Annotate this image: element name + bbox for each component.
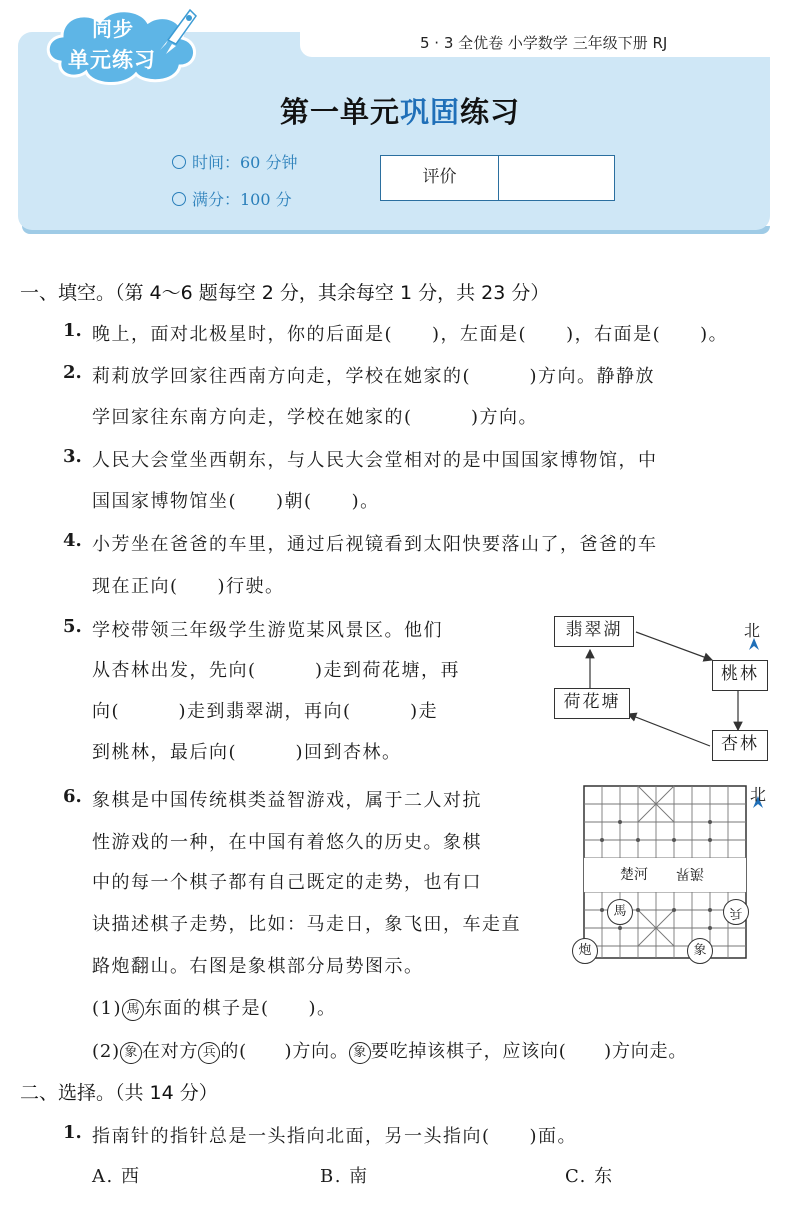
q2-line1: 莉莉放学回家往西南方向走，学校在她家的( )方向。静静放 <box>92 366 656 387</box>
piece-horse: 馬 <box>607 899 633 925</box>
evaluation-label: 评价 <box>381 156 499 200</box>
evaluation-box <box>380 155 615 201</box>
q4-line1: 小芳坐在爸爸的车里，通过后视镜看到太阳快要落山了，爸爸的车 <box>92 534 658 555</box>
badge-line2: 单元练习 <box>68 48 156 72</box>
q5-line3: 向( )走到翡翠湖，再向( )走 <box>92 701 439 722</box>
place-lake: 翡翠湖 <box>554 616 634 647</box>
q2-line2: 学回家往东南方向走，学校在她家的( )方向。 <box>92 407 539 428</box>
option-b[interactable]: B. 南 <box>320 1166 369 1187</box>
place-apricot: 杏林 <box>712 730 768 761</box>
q6-line1: 象棋是中国传统棋类益智游戏，属于二人对抗 <box>92 790 482 811</box>
river-left-label: 楚河 <box>620 867 648 883</box>
q5-line4: 到桃林，最后向( )回到杏林。 <box>92 742 402 763</box>
page-title: 第一单元巩固练习 <box>279 95 521 129</box>
q1-text: 晚上，面对北极星时，你的后面是( )，左面是( )，右面是( )。 <box>92 324 729 345</box>
piece-soldier: 兵 <box>723 899 749 925</box>
s2-q1-text: 指南针的指针总是一头指向北面，另一头指向( )面。 <box>92 1126 578 1147</box>
map-north-label: 北 <box>744 621 761 640</box>
evaluation-field[interactable] <box>499 156 614 200</box>
score-row <box>172 187 292 210</box>
q4-number: 4. <box>63 530 82 551</box>
arrow-lake-to-peach <box>636 632 712 660</box>
q5-line2: 从杏林出发，先向( )走到荷花塘，再 <box>92 660 461 681</box>
q6-line5: 路炮翻山。右图是象棋部分局势图示。 <box>92 956 424 977</box>
section2-title: 二、选择。（共 14 分） <box>20 1082 218 1104</box>
horse-piece-icon: 馬 <box>122 999 144 1021</box>
q6-line4: 诀描述棋子走势，比如：马走日，象飞田，车走直 <box>92 914 521 935</box>
q6-sub1: (1) 馬 东面的棋子是( )。 <box>92 998 337 1019</box>
score-text: 满分：100 分 <box>192 190 292 209</box>
place-peach: 桃林 <box>712 660 768 691</box>
elephant-piece-icon-2: 象 <box>349 1042 371 1064</box>
q5-line1: 学校带领三年级学生游览某风景区。他们 <box>92 620 443 641</box>
q2-number: 2. <box>63 362 82 383</box>
s2-q1-number: 1. <box>63 1122 82 1143</box>
q5-number: 5. <box>63 616 82 637</box>
time-row <box>172 150 297 173</box>
soldier-piece-icon: 兵 <box>198 1042 220 1064</box>
place-lotus: 荷花塘 <box>554 688 630 719</box>
badge-line1: 同步 <box>92 17 134 41</box>
q6-sub2: (2) 象 在对方 兵 的( )方向。 象 要吃掉该棋子，应该向( )方向走。 <box>92 1041 688 1062</box>
river-right-label: 漢界 <box>676 865 704 881</box>
q6-number: 6. <box>63 786 82 807</box>
book-info: 5 · 3 全优卷 小学数学 三年级下册 RJ <box>420 34 668 52</box>
section1-title: 一、填空。（第 4～6 题每空 2 分，其余每空 1 分，共 23 分） <box>20 282 550 304</box>
chess-board <box>572 782 772 968</box>
q4-line2: 现在正向( )行驶。 <box>92 576 285 597</box>
q3-number: 3. <box>63 446 82 467</box>
arrow-apricot-to-lotus <box>628 714 710 746</box>
option-c[interactable]: C. 东 <box>565 1166 614 1187</box>
q1-number: 1. <box>63 320 82 341</box>
q3-line1: 人民大会堂坐西朝东，与人民大会堂相对的是中国国家博物馆，中 <box>92 450 658 471</box>
piece-cannon: 炮 <box>572 938 598 964</box>
piece-elephant: 象 <box>687 938 713 964</box>
board-grid <box>572 782 772 968</box>
check-icon <box>172 192 186 206</box>
clock-icon <box>172 155 186 169</box>
elephant-piece-icon: 象 <box>120 1042 142 1064</box>
scenic-map <box>540 610 770 770</box>
option-a[interactable]: A. 西 <box>92 1166 141 1187</box>
time-text: 时间：60 分钟 <box>192 153 298 172</box>
q6-line2: 性游戏的一种，在中国有着悠久的历史。象棋 <box>92 832 482 853</box>
q3-line2: 国国家博物馆坐( )朝( )。 <box>92 491 380 512</box>
board-north-label: 北 <box>750 785 767 804</box>
q6-line3: 中的每一个棋子都有自己既定的走势，也有口 <box>92 872 482 893</box>
